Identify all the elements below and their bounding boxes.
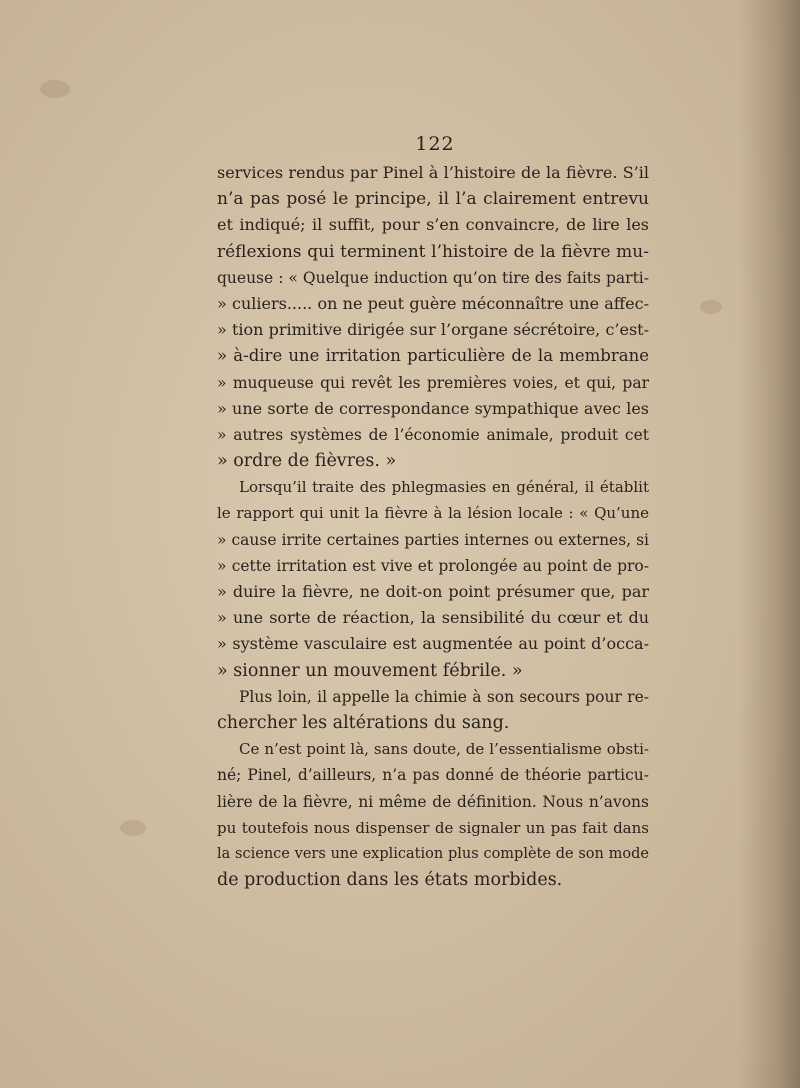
text-line: services rendus par Pinel à l’histoire de la fièvre. S’il (217, 163, 649, 182)
paper-stain (120, 820, 146, 836)
text-line: » sionner un mouvement fébrile. » (217, 660, 523, 681)
paper-stain (700, 300, 722, 314)
text-line: lière de la fièvre, ni même de définition. Nous n’avons (217, 792, 649, 811)
text-line: Plus loin, il appelle la chimie à son secours pour re- (239, 687, 649, 706)
text-line: réflexions qui terminent l’histoire de la fièvre mu- (217, 241, 649, 262)
text-line: n’a pas posé le principe, il l’a clairement entrevu (217, 189, 649, 210)
text-line: » cette irritation est vive et prolongée au point de pro- (217, 556, 649, 575)
text-line: Ce n’est point là, sans doute, de l’essentialisme obsti- (239, 740, 649, 759)
text-line: » cause irrite certaines parties internes ou externes, si (217, 530, 649, 549)
text-line: » à-dire une irritation particulière de la membrane (217, 346, 649, 366)
text-line: » ordre de fièvres. » (217, 451, 397, 472)
text-line: et indiqué; il suffit, pour s’en convaincre, de lire les (217, 215, 649, 235)
text-line: » une sorte de réaction, la sensibilité du cœur et du (217, 608, 649, 628)
text-line: le rapport qui unit la fièvre à la lésion locale : « Qu’une (217, 504, 649, 523)
page-number: 122 (415, 133, 455, 155)
text-line: » système vasculaire est augmentée au point d’occa- (217, 634, 649, 654)
text-line: chercher les altérations du sang. (217, 712, 510, 733)
text-line: queuse : « Quelque induction qu’on tire des faits parti- (217, 268, 649, 287)
text-line: Lorsqu’il traite des phlegmasies en général, il établit (239, 478, 649, 497)
page-edge-shadow (740, 0, 800, 1088)
text-line: de production dans les états morbides. (217, 870, 563, 891)
text-line: né; Pinel, d’ailleurs, n’a pas donné de théorie particu- (217, 766, 649, 785)
text-line: » culiers..... on ne peut guère méconnaître une affec- (217, 293, 649, 313)
text-line: la science vers une explication plus complète de son mode (217, 845, 649, 862)
text-line: » muqueuse qui revêt les premières voies, et qui, par (217, 373, 649, 392)
text-line: » une sorte de correspondance sympathique avec les (217, 398, 649, 418)
body-text (217, 160, 649, 893)
text-line: » duire la fièvre, ne doit-on point présumer que, par (217, 582, 649, 601)
text-line: » tion primitive dirigée sur l’organe sécrétoire, c’est- (217, 320, 649, 340)
text-line: pu toutefois nous dispenser de signaler un pas fait dans (217, 818, 649, 837)
paper-stain (40, 80, 70, 98)
text-line: » autres systèmes de l’économie animale, produit cet (217, 425, 649, 444)
